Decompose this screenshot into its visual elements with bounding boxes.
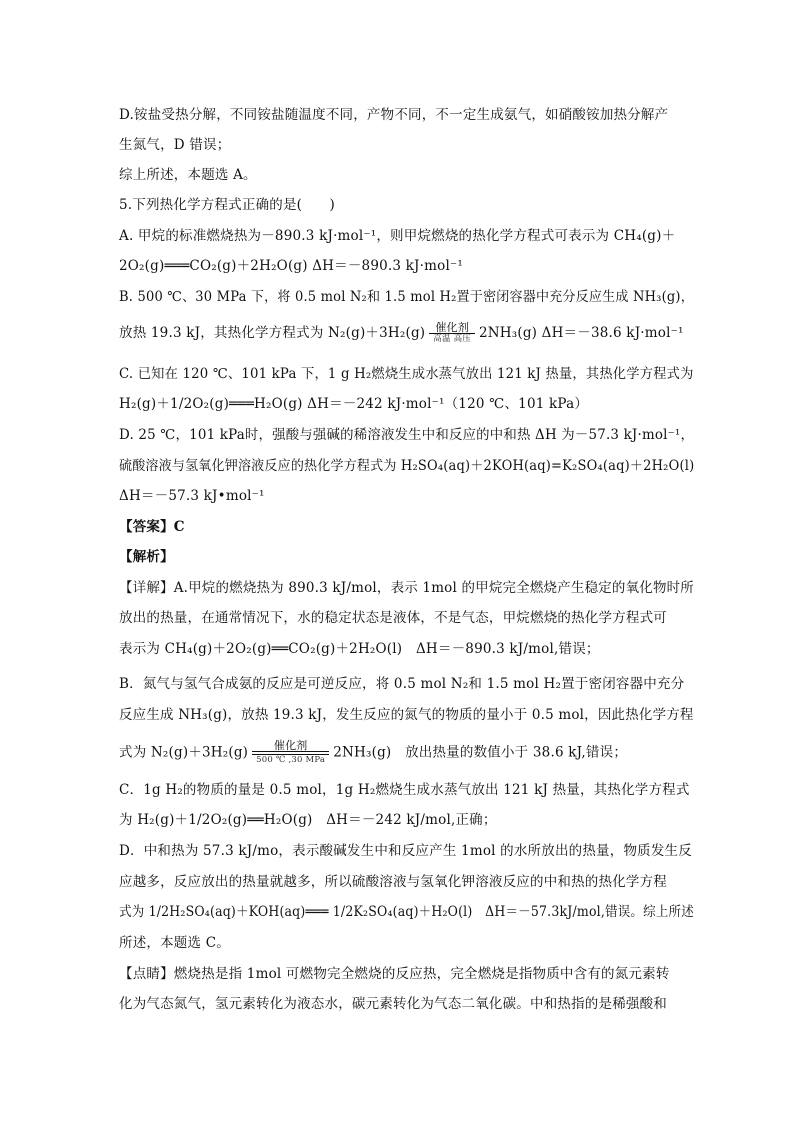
analysis-heading: 【解析】: [119, 549, 174, 565]
detail-d-line-4: 所述，本题选 C。: [119, 935, 230, 951]
summary-line: 综上所述，本题选 A。: [119, 167, 257, 183]
detail-b-line-3: [119, 740, 689, 766]
reversible-arrow: [252, 740, 329, 766]
key-point-line-2: 化为气态氮气，氢元素转化为液态水，碳元素转化为气态二氧化碳。中和热指的是稀强酸和: [119, 996, 667, 1012]
option-b-line-2: [119, 322, 689, 345]
key-point-line-1: 【点睛】燃烧热是指 1mol 可燃物完全燃烧的反应热，完全燃烧是指物质中含有的氮元素转: [119, 966, 670, 982]
detail-d-line-1: D．中和热为 57.3 kJ/mo，表示酸碱发生中和反应产生 1mol 的水所放出的热量，物质发生反: [119, 843, 692, 859]
option-b-equation-left: 放热 19.3 kJ，其热化学方程式为 N₂(g)＋3H₂(g): [119, 325, 426, 341]
option-d-explanation-line-2: 生氮气，D 错误；: [119, 137, 231, 153]
conditions-label: 高温 高压: [433, 334, 471, 344]
option-b-equation-right: 2NH₃(g) ΔH＝－38.6 kJ·mol⁻¹: [478, 325, 684, 341]
answer-heading: 【答案】C: [119, 519, 185, 535]
catalyst-label: 催化剂: [435, 321, 469, 334]
option-d-line-2: 硫酸溶液与氢氧化钾溶液反应的热化学方程式为 H₂SO₄(aq)＋2KOH(aq)=K₂SO₄(aq)＋2H₂O(l): [119, 458, 695, 474]
option-a-line-1: A. 甲烷的标准燃烧热为－890.3 kJ·mol⁻¹，则甲烷燃烧的热化学方程式可表示为 CH₄(g)＋: [119, 228, 676, 244]
option-c-line-2: H₂(g)＋1/2O₂(g)═══H₂O(g) ΔH＝－242 kJ·mol⁻¹（120 ℃、101 kPa）: [119, 396, 589, 412]
detail-b-line-2: 反应生成 NH₃(g)，放热 19.3 kJ，发生反应的氮气的物质的量小于 0.5 mol，因此热化学方程: [119, 707, 694, 723]
catalyst-label: 催化剂: [273, 739, 308, 752]
catalyst-arrow: [429, 322, 475, 345]
option-d-explanation-line-1: D.铵盐受热分解，不同铵盐随温度不同，产物不同，不一定生成氨气，如硝酸铵加热分解产: [119, 107, 669, 123]
detail-d-line-2: 应越多，反应放出的热量就越多，所以硫酸溶液与氢氧化钾溶液反应的中和热的热化学方程: [119, 874, 667, 890]
detail-d-line-3: 式为 1/2H₂SO₄(aq)＋KOH(aq)═══ 1/2K₂SO₄(aq)＋H₂O(l) ΔH＝－57.3kJ/mol,错误。综上所述: [119, 904, 694, 920]
detail-c-line-1: C．1g H₂的物质的量是 0.5 mol，1g H₂燃烧生成水蒸气放出 121 kJ 热量，其热化学方程式: [119, 782, 690, 798]
detail-b-equation-right: 2NH₃(g) 放出热量的数值小于 38.6 kJ,错误；: [333, 744, 628, 761]
detail-line-2: 放出的热量，在通常情况下，水的稳定状态是液体，不是气态，甲烷燃烧的热化学方程式可: [119, 610, 667, 626]
conditions-label: 500 ℃ ,30 MPa: [256, 755, 326, 765]
option-a-line-2: 2O₂(g)═══CO₂(g)＋2H₂O(g) ΔH＝－890.3 kJ·mol⁻¹: [119, 258, 463, 274]
detail-line-3: 表示为 CH₄(g)＋2O₂(g)══CO₂(g)＋2H₂O(l) ΔH＝－890.3 kJ/mol,错误；: [119, 641, 600, 657]
detail-line-1: 【详解】A.甲烷的燃烧热为 890.3 kJ/mol，表示 1mol 的甲烷完全燃烧产生稳定的氧化物时所: [119, 580, 694, 596]
question-5-stem: 5.下列热化学方程式正确的是( ): [119, 197, 336, 213]
option-c-line-1: C. 已知在 120 ℃、101 kPa 下，1 g H₂燃烧生成水蒸气放出 121 kJ 热量，其热化学方程式为: [119, 366, 694, 382]
option-d-line-1: D. 25 ℃，101 kPa时，强酸与强碱的稀溶液发生中和反应的中和热 ΔH 为－57.3 kJ·mol⁻¹，: [119, 427, 695, 443]
option-d-line-3: ΔH＝－57.3 kJ•mol⁻¹: [119, 488, 265, 504]
detail-b-equation-left: 式为 N₂(g)＋3H₂(g): [119, 744, 249, 761]
detail-c-line-2: 为 H₂(g)＋1/2O₂(g)══H₂O(g) ΔH＝－242 kJ/mol,正确；: [119, 812, 497, 828]
option-b-line-1: B. 500 ℃、30 MPa 下，将 0.5 mol N₂和 1.5 mol H₂置于密闭容器中充分反应生成 NH₃(g)，: [119, 289, 694, 305]
detail-b-line-1: B．氮气与氢气合成氨的反应是可逆反应，将 0.5 mol N₂和 1.5 mol H₂置于密闭容器中充分: [119, 676, 685, 692]
